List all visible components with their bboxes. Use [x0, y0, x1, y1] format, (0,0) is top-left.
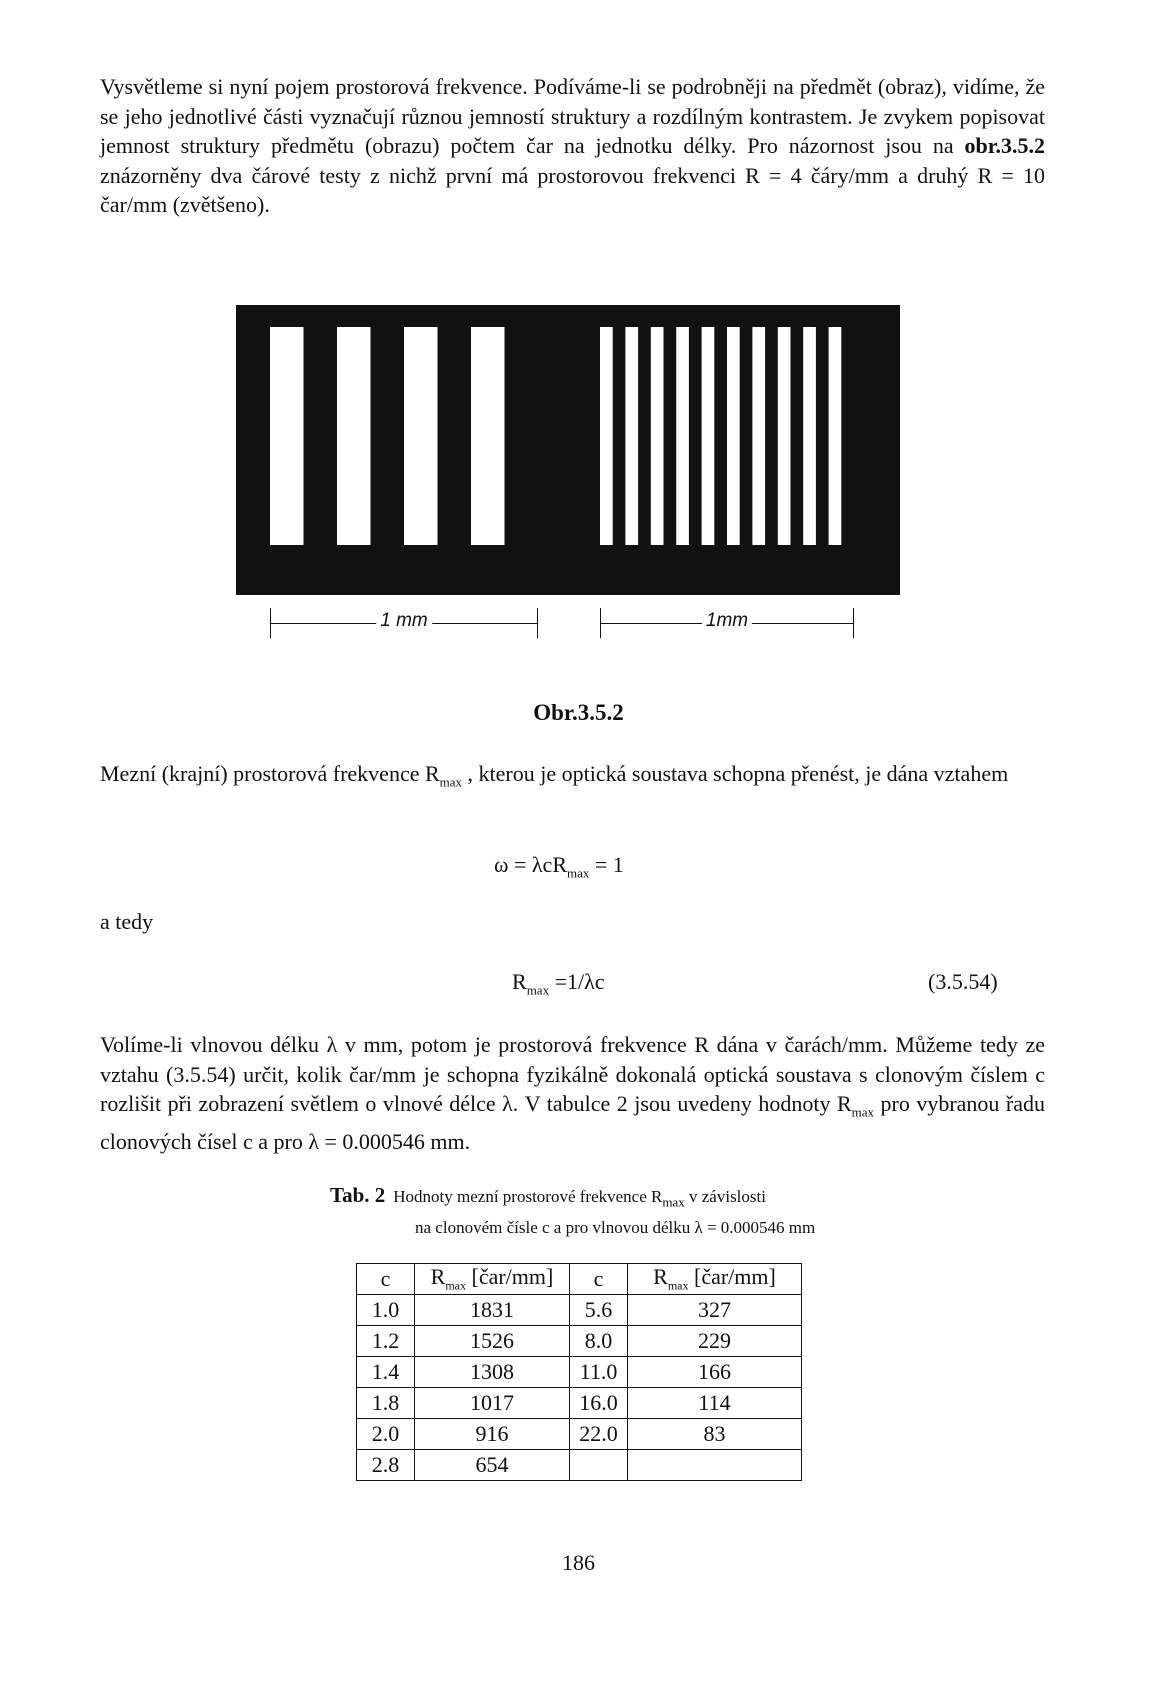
- table-row: [357, 1419, 802, 1450]
- table-cell: 83: [628, 1419, 802, 1450]
- table-cell: 1017: [415, 1388, 570, 1419]
- test-line-bar: [803, 327, 816, 545]
- table-cell: 1.8: [357, 1388, 415, 1419]
- test-line-bar: [778, 327, 791, 545]
- test-line-bar: [829, 327, 842, 545]
- header-rmax: $R_{max}$ [čar/mm]: [415, 1264, 570, 1295]
- figure-background: [236, 305, 900, 595]
- table-cell: 114: [628, 1388, 802, 1419]
- header-c: c: [357, 1264, 415, 1295]
- table-cell: 2.0: [357, 1419, 415, 1450]
- table-row: [357, 1388, 802, 1419]
- test-line-bar: [727, 327, 740, 545]
- table-cell: 916: [415, 1419, 570, 1450]
- rmax-table: [356, 1263, 802, 1481]
- scale-bar-left: [270, 608, 538, 638]
- page-number: 186: [562, 1550, 595, 1575]
- table-caption: Tab. 2 Hodnoty mezní prostorové frekvence $R_{max}$ v závislosti na clonovém čísle c a pro vlnovou délku λ = 0.000546 mm: [330, 1183, 816, 1238]
- table-cell: 1308: [415, 1357, 570, 1388]
- table-cell: 22.0: [570, 1419, 628, 1450]
- test-line-bar: [337, 327, 371, 545]
- table-cell: 327: [628, 1295, 802, 1326]
- test-line-bar: [404, 327, 438, 545]
- test-line-bar: [676, 327, 689, 545]
- test-line-bar: [270, 327, 304, 545]
- table-cell: 11.0: [570, 1357, 628, 1388]
- table-row: [357, 1357, 802, 1388]
- table-label: Tab. 2: [330, 1183, 386, 1207]
- table-cell: 166: [628, 1357, 802, 1388]
- table-cell: 5.6: [570, 1295, 628, 1326]
- table-cell: [628, 1450, 802, 1481]
- figure-caption: Obr.3.5.2: [533, 700, 624, 725]
- header-c: c: [570, 1264, 628, 1295]
- scale-label-left: 1 mm: [376, 610, 432, 632]
- table-cell: 2.8: [357, 1450, 415, 1481]
- equation-rmax: $R_{max} =1/\lambda c$: [512, 969, 605, 998]
- table-row: [357, 1450, 802, 1481]
- table-row: [357, 1326, 802, 1357]
- table-cell: 1.4: [357, 1357, 415, 1388]
- test-line-bar: [752, 327, 765, 545]
- table-cell: 1.2: [357, 1326, 415, 1357]
- line-test-figure: [236, 305, 900, 595]
- table-header-row: [357, 1264, 802, 1295]
- test-line-bar: [651, 327, 664, 545]
- header-rmax: $R_{max}$ [čar/mm]: [628, 1264, 802, 1295]
- table-cell: 654: [415, 1450, 570, 1481]
- table-cell: [570, 1450, 628, 1481]
- table-cell: 1831: [415, 1295, 570, 1326]
- wavelength-paragraph: Volíme-li vlnovou délku λ v mm, potom je prostorová frekvence R dána v čarách/mm. Můžeme tedy ze vztahu (3.5.54) určit, kolik čar/mm je schopna fyzikálně dokonalá optická soustava s clonovým číslem c rozlišit při zobrazení světlem o vlnové délce λ. V tabulce 2 jsou uvedeny hodnoty $R_{max}$ pro vybranou řadu clonových čísel c a pro λ = 0.000546 mm.: [100, 1032, 1045, 1154]
- equation-omega: ω = λcR$_{max}$ = 1: [494, 852, 624, 881]
- test-line-bar: [625, 327, 638, 545]
- limit-frequency-paragraph: Mezní (krajní) prostorová frekvence $R_{max}$ , kterou je optická soustava schopna přenést, je dána vztahem: [100, 761, 1009, 790]
- figure-reference: obr.3.5.2: [964, 133, 1045, 158]
- intro-paragraph: Vysvětleme si nyní pojem prostorová frekvence. Podíváme-li se podrobněji na předmět (obraz), vidíme, že se jeho jednotlivé části vyznačují různou jemností struktury a rozdílným kontrastem. Je zvykem popisovat jemnost struktury předmětu (obrazu) počtem čar na jednotku délky. Pro názornost jsou na obr.3.5.2 znázorněny dva čárové testy z nichž první má prostorovou frekvenci R = 4 čáry/mm a druhý R = 10 čar/mm (zvětšeno).: [100, 74, 1045, 217]
- table-cell: 8.0: [570, 1326, 628, 1357]
- test-line-bar: [600, 327, 613, 545]
- table-cell: 16.0: [570, 1388, 628, 1419]
- scale-label-right: 1mm: [702, 610, 752, 632]
- table-cell: 229: [628, 1326, 802, 1357]
- scale-bar-right: [600, 608, 854, 638]
- a-tedy-text: a tedy: [100, 909, 154, 934]
- equation-number: (3.5.54): [928, 969, 998, 994]
- table-cell: 1526: [415, 1326, 570, 1357]
- test-line-bar: [702, 327, 715, 545]
- table-cell: 1.0: [357, 1295, 415, 1326]
- table-row: [357, 1295, 802, 1326]
- test-line-bar: [471, 327, 505, 545]
